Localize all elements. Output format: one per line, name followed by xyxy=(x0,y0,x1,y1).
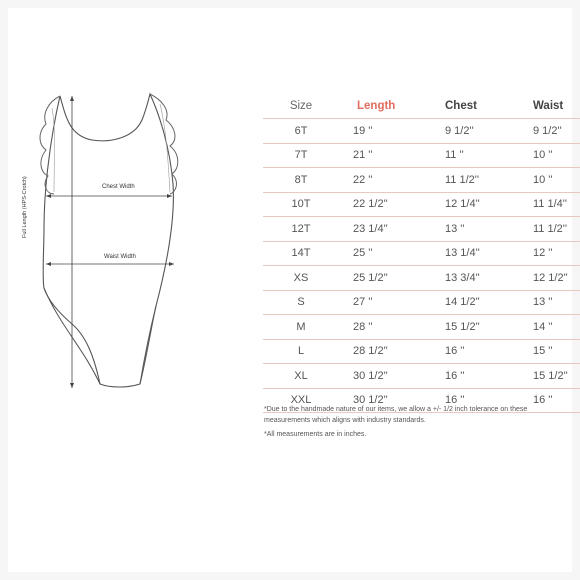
body-outline xyxy=(43,94,173,387)
cell-size: XL xyxy=(263,364,339,389)
cell-chest: 12 1/4'' xyxy=(431,192,519,217)
size-chart-card xyxy=(8,8,572,572)
cell-size: XS xyxy=(263,266,339,291)
cell-chest: 15 1/2'' xyxy=(431,315,519,340)
size-chart-table xyxy=(263,94,580,413)
cell-size: S xyxy=(263,290,339,315)
header-length: Length xyxy=(339,94,431,119)
cell-size: XXL xyxy=(263,388,339,413)
cell-length: 25 1/2'' xyxy=(339,266,431,291)
table-row xyxy=(263,241,580,266)
cell-length: 28 1/2'' xyxy=(339,339,431,364)
table-row xyxy=(263,192,580,217)
table-row xyxy=(263,143,580,168)
header-size: Size xyxy=(263,94,339,119)
cell-chest: 13 3/4'' xyxy=(431,266,519,291)
cell-waist: 15 1/2'' xyxy=(519,364,580,389)
cell-waist: 13 '' xyxy=(519,290,580,315)
cell-chest: 11 '' xyxy=(431,143,519,168)
cell-chest: 16 '' xyxy=(431,364,519,389)
cell-length: 22 '' xyxy=(339,168,431,193)
tolerance-note: *Due to the handmade nature of our items, we allow a +/- 1/2 inch tolerance on these measurements which aligns with industry standards. xyxy=(264,406,528,424)
cell-waist: 9 1/2'' xyxy=(519,119,580,144)
cell-chest: 16 '' xyxy=(431,339,519,364)
cell-waist: 14 '' xyxy=(519,315,580,340)
table-header-row xyxy=(263,94,580,119)
table-row xyxy=(263,119,580,144)
cell-size: M xyxy=(263,315,339,340)
cell-chest: 13 1/4'' xyxy=(431,241,519,266)
header-waist: Waist xyxy=(519,94,580,119)
table-row xyxy=(263,217,580,242)
cell-chest: 14 1/2'' xyxy=(431,290,519,315)
table-row xyxy=(263,266,580,291)
cell-length: 30 1/2'' xyxy=(339,388,431,413)
cell-length: 25 '' xyxy=(339,241,431,266)
cell-chest: 9 1/2'' xyxy=(431,119,519,144)
cell-chest: 11 1/2'' xyxy=(431,168,519,193)
cell-waist: 12 '' xyxy=(519,241,580,266)
table-row xyxy=(263,339,580,364)
cell-size: 12T xyxy=(263,217,339,242)
table-row xyxy=(263,290,580,315)
cell-length: 30 1/2'' xyxy=(339,364,431,389)
cell-chest: 13 '' xyxy=(431,217,519,242)
chest-width-label: Chest Width xyxy=(102,184,135,190)
cell-waist: 16 '' xyxy=(519,388,580,413)
cell-size: 10T xyxy=(263,192,339,217)
cell-size: 6T xyxy=(263,119,339,144)
cell-length: 21 '' xyxy=(339,143,431,168)
cell-length: 27 '' xyxy=(339,290,431,315)
cell-size: L xyxy=(263,339,339,364)
cell-waist: 12 1/2'' xyxy=(519,266,580,291)
cell-waist: 10 '' xyxy=(519,168,580,193)
right-ruffle xyxy=(150,94,178,194)
cell-waist: 11 1/2'' xyxy=(519,217,580,242)
cell-waist: 11 1/4'' xyxy=(519,192,580,217)
cell-length: 19 '' xyxy=(339,119,431,144)
full-length-label: Full Length (HPS-Crotch) xyxy=(22,176,28,238)
cell-length: 23 1/4'' xyxy=(339,217,431,242)
swimsuit-diagram xyxy=(22,88,230,398)
table-row xyxy=(263,168,580,193)
units-note: *All measurements are in inches. xyxy=(264,431,367,438)
cell-size: 8T xyxy=(263,168,339,193)
cell-length: 22 1/2'' xyxy=(339,192,431,217)
cell-size: 7T xyxy=(263,143,339,168)
cell-length: 28 '' xyxy=(339,315,431,340)
measurement-notes xyxy=(264,404,564,440)
swimsuit-outline-illustration xyxy=(30,88,230,398)
cell-waist: 10 '' xyxy=(519,143,580,168)
cell-size: 14T xyxy=(263,241,339,266)
cell-waist: 15 '' xyxy=(519,339,580,364)
table-row xyxy=(263,315,580,340)
header-chest: Chest xyxy=(431,94,519,119)
waist-width-label: Waist Width xyxy=(104,254,136,260)
cell-chest: 16 '' xyxy=(431,388,519,413)
table-row xyxy=(263,364,580,389)
